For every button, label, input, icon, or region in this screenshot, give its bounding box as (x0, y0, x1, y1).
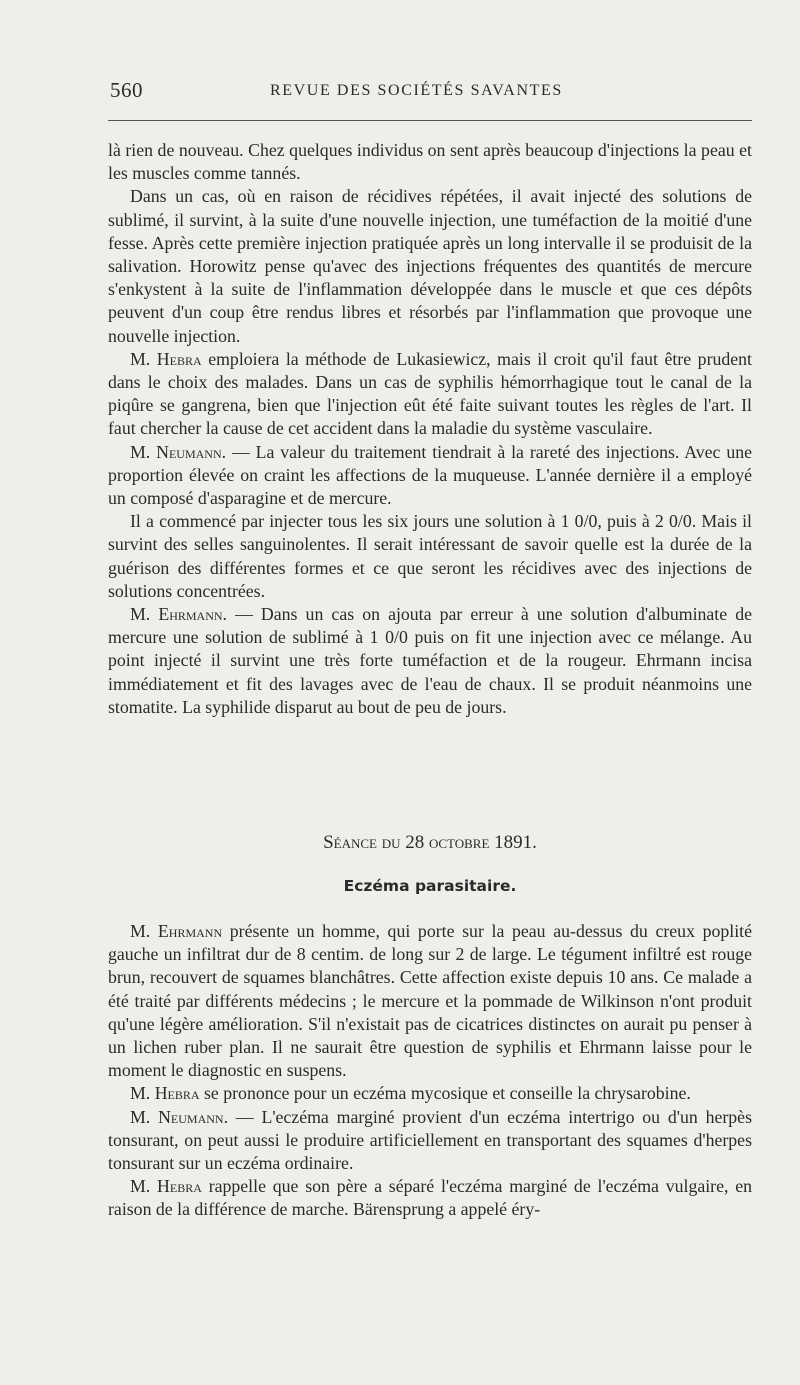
paragraph (108, 1106, 752, 1176)
paragraph (108, 920, 752, 1082)
paragraph (108, 1175, 752, 1221)
paragraph-text: emploiera la méthode de Lukasiewicz, mais il croit qu'il faut être prudent dans le choix des malades. Dans un cas de syphilis hémorrhagique tout le canal de la piqûre se gangrena, bien que l'injection eût été faite suivant toutes les règles de l'art. Il faut chercher la cause de cet accident dans la maladie du système vasculaire. (108, 348, 752, 439)
section-title: Eczéma parasitaire. (343, 877, 517, 895)
paragraph (108, 603, 752, 719)
session-heading: Séance du 28 octobre 1891. (323, 832, 537, 853)
paragraph-text: se prononce pour un eczéma mycosique et conseille la chrysarobine. (199, 1083, 691, 1104)
speaker-name: M. Hebra (130, 1083, 200, 1104)
paragraph-text: — La valeur du traitement tiendrait à la rareté des injections. Avec une proportion élevée on craint les affections de la muqueuse. L'année dernière il a employé un composé d'asparagine et de mercure. (108, 441, 752, 509)
paragraph-text: rappelle que son père a séparé l'eczéma marginé de l'eczéma vulgaire, en raison de la différence de marche. Bärensprung a appelé éry- (108, 1176, 753, 1220)
speaker-name: M. Ehrmann. (130, 604, 227, 625)
text-block-upper (108, 139, 752, 719)
header-rule (108, 120, 752, 121)
paragraph-text: — Dans un cas on ajouta par erreur à une solution d'albuminate de mercure une solution de sublimé à 1 0/0 puis on fit une injection avec ce mélange. Au point injecté il survint une très forte tuméfaction et de la rougeur. Ehrmann incisa immédiatement et fit des lavages avec de l'eau de chaux. Il se produit néanmoins une stomatite. La syphilide disparut au bout de peu de jours. (108, 604, 752, 717)
paragraph: Il a commencé par injecter tous les six jours une solution à 1 0/0, puis à 2 0/0. Mais il survint des selles sanguinolentes. Il serait intéressant de savoir quelle est la durée de la guérison des différentes formes et ce que seront les récidives avec des injections de solutions concentrées. (108, 511, 752, 601)
paragraph (108, 348, 752, 441)
page-number: 560 (110, 78, 143, 102)
speaker-name: M. Neumann. (130, 441, 227, 462)
paragraph (108, 441, 752, 511)
paragraph-text: — L'eczéma marginé provient d'un eczéma intertrigo ou d'un herpès tonsurant, on peut aussi le produire artificiellement en transportant des squames d'herpes tonsurant sur un eczéma ordinaire. (108, 1106, 752, 1174)
paragraph: là rien de nouveau. Chez quelques individus on sent après beaucoup d'injections la peau et les muscles comme tannés. (108, 140, 752, 184)
paragraph (108, 1082, 752, 1105)
page-header (110, 78, 752, 108)
speaker-name: M. Hebra (130, 348, 202, 369)
speaker-name: M. Neumann. (130, 1106, 229, 1127)
text-block-lower (108, 920, 752, 1222)
speaker-name: M. Hebra (130, 1176, 202, 1197)
speaker-name: M. Ehrmann (130, 921, 223, 941)
paragraph-text: présente un homme, qui porte sur la peau au-dessus du creux poplité gauche un infiltrat dur de 8 centim. de long sur 2 de large. Le tégument infiltré est rouge brun, recouvert de squames blanchâtres. Cette affection existe depuis 10 ans. Ce malade a été traité par différents médecins ; le mercure et la pommade de Wilkinson n'ont produit qu'une légère amélioration. S'il n'existait pas de cicatrices distinctes on aurait pu penser à un lichen ruber plan. Il ne saurait être question de syphilis et Ehrmann laisse pour le moment le diagnostic en suspens. (108, 921, 752, 1081)
running-title: REVUE DES SOCIÉTÉS SAVANTES (270, 82, 563, 99)
paragraph: Dans un cas, où en raison de récidives répétées, il avait injecté des solutions de sublimé, il survint, à la suite d'une nouvelle injection, une tuméfaction de la moitié d'une fesse. Après cette première injection pratiquée après un long intervalle il se produisit de la salivation. Horowitz pense qu'avec des injections fréquentes des quantités de mercure s'enkystent à la suite de l'inflammation développée dans le muscle et que ces dépôts peuvent d'un coup être rendus libres et résorbés par l'inflammation que provoque une nouvelle injection. (108, 186, 752, 346)
